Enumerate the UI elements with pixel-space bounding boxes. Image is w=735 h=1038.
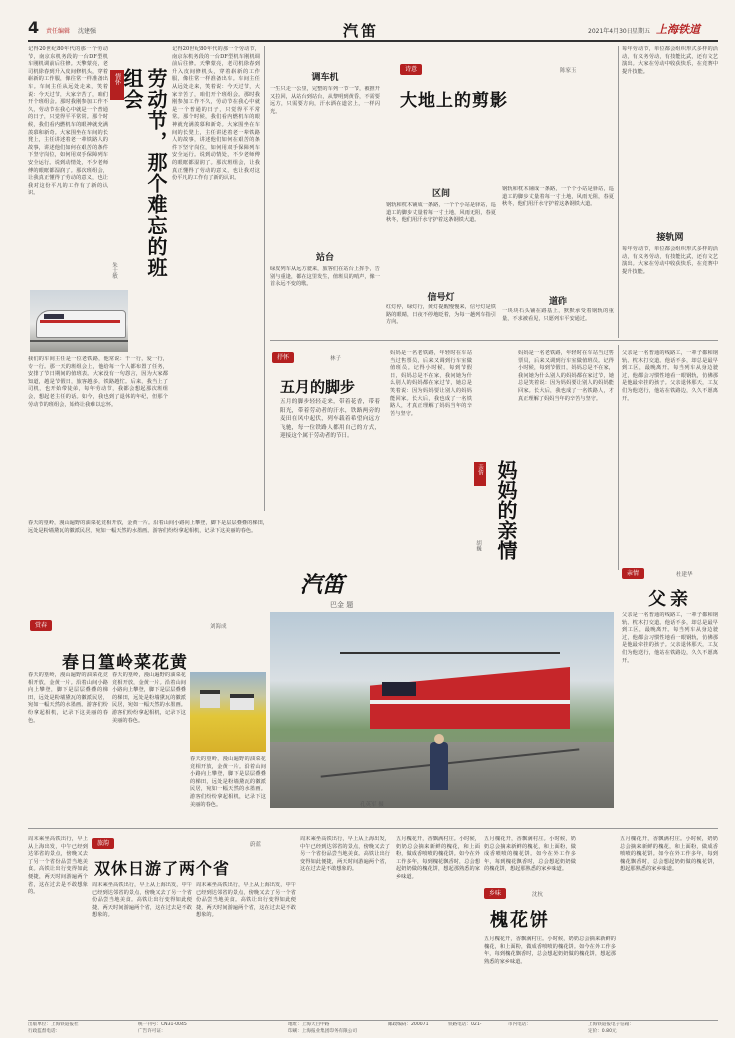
rapeseed-field-photo: [190, 672, 266, 752]
footer-serial: 统一刊号：CN31-0045: [138, 1022, 187, 1027]
section-title: 汽笛: [343, 22, 380, 40]
train-photo-title: [300, 568, 380, 599]
badge-label: 乡味: [488, 890, 501, 897]
travel-text-1: 周末乘坐高铁出行，早上从上海出发，中午已经到达邻省的景点，傍晚又去了另一个省份品尝当地美食。高铁让出行变得如此便捷，两天时间游遍两个省，这在过去是不敢想象的。: [92, 882, 192, 919]
father-author: 杜建华: [676, 572, 693, 578]
travel-title: 双休日游了两个省: [94, 859, 231, 878]
labor-author: 朱士敏: [111, 262, 117, 279]
footer-address: 地址：上海天目中路: [288, 1022, 330, 1027]
labor-article-text: 记得20世纪80年代的那一个劳动节，南京东机务段的一台DF型机车刚机调前后往修。天擎蒙亮，老司机徐春到升入皮间修机头，穿着崭新的工作服，像往常一样准备出车。车间主任从远处走来，笑着说：今天过节，大家辛苦了，咱们开个班组会。那时我刚参加工作不久，劳动节在我心中就是一个普通的日子，只觉得平平常常。那个时候，我们看内燃机车的眼神就充满羡慕和新奇。大家围坐在车间的长凳上，主任讲述着老一辈铁路人的故事，讲述他们如何在艰苦的条件下坚守岗位，如何用双手保障列车安全运行。说到动情处，不少老师傅的眼眶都湿润了。那次班组会，让我真正懂得了劳动的意义，也让我对这份平凡的工作有了新的认识。: [28, 46, 108, 197]
poem-heading-1: 调车机: [311, 73, 339, 83]
badge-qinqing-2: [622, 568, 644, 579]
poem-heading-3: 区间: [431, 189, 450, 199]
locust-author: 沈杭: [532, 892, 544, 898]
spring-title: 春日篁岭菜花黄: [62, 653, 188, 673]
train-photo-title-text: 汽笛: [300, 572, 345, 598]
page-number: 4: [28, 18, 40, 37]
mother-author: 胡巍: [475, 540, 481, 551]
locust-title: 槐花饼: [490, 910, 550, 931]
spring-text-upper: 春天的篁岭，漫山遍野的油菜花竞相开放，金黄一片。沿着山间小路向上攀登，脚下是层层叠叠的梯田，远处是粉墙黛瓦的徽派民居，宛如一幅天然的水墨画。游客们纷纷拿起相机，记录下这美丽的春色。: [28, 520, 268, 534]
badge-label: 旅韵: [96, 840, 109, 847]
spring-author: 刘海成: [210, 624, 227, 630]
labor-article-text-cont-2: 记得20世纪80年代的那一个劳动节，南京东机务段的一台DF型机车刚机调前后往修。天擎蒙亮，老司机徐春到升入皮间修机头，穿着崭新的工作服，像往常一样准备出车。车间主任从远处走来，笑着说：今天过节，大家辛苦了，咱们开个班组会。那时我刚参加工作不久，劳动节在我心中就是一个普通的日子，只觉得平平常常。那个时候，我们看内燃机车的眼神就充满羡慕和新奇。大家围坐在车间的长凳上，主任讲述着老一辈铁路人的故事，讲述他们如何在艰苦的条件下坚守岗位，如何用双手保障列车安全运行。说到动情处，不少老师傅的眼眶都湿润了。那次班组会，让我真正懂得了劳动的意义，也让我对这份平凡的工作有了新的认识。: [172, 46, 260, 182]
badge-label: 情怀: [113, 73, 121, 85]
may-steps-poem: 五月的脚步轻轻走来，带着花香，带着阳光，带着劳动者的汗水，铁路两旁的麦田在风中起伏，列车载着希望向远方飞驰，每一位铁路人都用自己的方式，迎接这个属于劳动者的节日。: [280, 399, 380, 440]
column-divider-1: [264, 46, 265, 511]
locust-text-bottom: 五月槐花开，香飘满村庄。小时候，奶奶总会摘来新鲜的槐花，和上面粉，做成香喷喷的槐花饼。如今在外工作多年，每到槐花飘香时，总会想起奶奶做的槐花饼，想起那熟悉的家乡味道。: [484, 936, 616, 965]
poem-heading-4: 信号灯: [427, 293, 455, 303]
poem-heading-5: 道砟: [548, 297, 567, 307]
travel-text-2: 周末乘坐高铁出行，早上从上海出发，中午已经到达邻省的景点，傍晚又去了另一个省份品尝当地美食。高铁让出行变得如此便捷，两天时间游遍两个省，这在过去是不敢想象的。: [196, 882, 296, 919]
spring-text-right: 春天的篁岭，漫山遍野的油菜花竞相开放，金黄一片。沿着山间小路向上攀登，脚下是层层叠叠的梯田，远处是粉墙黛瓦的徽派民居，宛如一幅天然的水墨画。游客们纷纷拿起相机，记录下这美丽的春色。: [190, 756, 266, 808]
father-story-text: 父亲是一名普通的线路工，一辈子都和钢轨、枕木打交道。他话不多，却总是最早到工区，最晚离开。每当列车从身边驶过，他都会习惯性地看一眼钢轨，仿佛那是他最牵挂的孩子。父亲退休那天，工友们为他送行，他站在铁路边，久久不愿离开。: [622, 612, 718, 664]
badge-shangchun: [30, 620, 52, 631]
editor-name: 沈建强: [78, 28, 97, 35]
train-photo-credit: 孔英军 摄: [360, 802, 384, 808]
poem-part-5: 一块块石头铺在路基上，默默承受着钢轨的重量，不求被看见，只愿列车平安通过。: [502, 308, 614, 322]
footer-supervision: 行政监督电话：: [28, 1029, 61, 1034]
poem-heading-2: 站台: [315, 253, 334, 263]
footer-city-phone: 市内电话：: [508, 1022, 531, 1027]
badge-label: 赏春: [34, 622, 47, 629]
mother-story-text-1: 妈妈是一名老铁路，年轻时在车站当过售票员，后来又调到行车室做值班员。记得小时候，每到节假日，妈妈总是不在家，我问她为什么别人的妈妈都在家过节，她总是笑着说：因为妈妈要让别人的妈妈能回家。长大后，我也成了一名铁路人，才真正理解了妈妈当年的辛苦与坚守。: [390, 350, 472, 417]
poem-part-3: 钢轨和枕木铺成一条路，一个个小站是驿站，巡道工的脚步丈量着每一寸土地，风雨无阻，春夏秋冬，他们用汗水守护着这条钢铁大道。: [386, 202, 496, 224]
spring-text-left: 春天的篁岭，漫山遍野的油菜花竞相开放，金黄一片。沿着山间小路向上攀登，脚下是层层叠叠的梯田，远处是粉墙黛瓦的徽派民居，宛如一幅天然的水墨画。游客们纷纷拿起相机，记录下这美丽的春色。: [28, 672, 108, 724]
poem-section: [270, 46, 616, 338]
column-divider-2: [618, 46, 619, 338]
may-steps-author: 林子: [330, 356, 342, 362]
may-steps-title: 五月的脚步: [280, 378, 356, 396]
issue-date: 2021年4月30日: [588, 28, 633, 35]
travel-text-3: 周末乘坐高铁出行，早上从上海出发，中午已经到达邻省的景点，傍晚又去了另一个省份品尝当地美食。高铁让出行变得如此便捷，两天时间游遍两个省，这在过去是不敢想象的。: [300, 836, 390, 873]
footer-rail-phone: 铁路电话：021-: [448, 1022, 482, 1027]
poem-part-1: 一生只走一公里，完整的车列一节一节，被推开又拉回，从站台到站台，从黎明到黄昏，不需要远方，只需要方向，汗水洒在道岔上，一样闪光。: [270, 86, 380, 115]
footer-rule: [28, 1020, 718, 1021]
page-header: [28, 18, 718, 40]
locust-text-mid: 五月槐花开，香飘满村庄。小时候，奶奶总会摘来新鲜的槐花，和上面粉，做成香喷喷的槐花饼。如今在外工作多年，每到槐花飘香时，总会想起奶奶做的槐花饼，想起那熟悉的家乡味道。: [484, 836, 576, 873]
mother-story-text-2: 妈妈是一名老铁路，年轻时在车站当过售票员，后来又调到行车室做值班员。记得小时候，每到节假日，妈妈总是不在家，我问她为什么别人的妈妈都在家过节，她总是笑着说：因为妈妈要让别人的妈妈能回家。长大后，我也成了一名铁路人，才真正理解了妈妈当年的辛苦与坚守。: [518, 350, 614, 402]
father-title: 父亲: [648, 589, 692, 610]
relay-text: 每年劳动节，单位都会组织形式多样的活动，有义务劳动，有技能比武，还有文艺演出。大家在劳动中收获快乐，在竞赛中提升技能。: [622, 246, 718, 275]
editor-label: 责任编辑: [46, 28, 71, 35]
spring-text-mid: 春天的篁岭，漫山遍野的油菜花竞相开放，金黄一片。沿着山间小路向上攀登，脚下是层层叠叠的梯田，远处是粉墙黛瓦的徽派民居，宛如一幅天然的水墨画。游客们纷纷拿起相机，记录下这美丽的春色。: [112, 672, 186, 724]
column-divider-3: [618, 345, 619, 570]
father-story-text-top: 父亲是一名普通的线路工，一辈子都和钢轨、枕木打交道。他话不多，却总是最早到工区，最晚离开。每当列车从身边驶过，他都会习惯性地看一眼钢轨，仿佛那是他最牵挂的孩子。父亲退休那天，工友们为他送行，他站在铁路边，久久不愿离开。: [622, 350, 718, 402]
poem-part-2: 绿皮列车从远方驶来，旅客们在站台上挥手，告别与重逢，都在这里发生，值班员的哨声，像一首永远不变的歌。: [270, 266, 380, 288]
mid-rule: [270, 340, 718, 341]
labor-title-text: 劳动节，那个难忘的班组会: [120, 68, 168, 278]
footer-price: 定价：0.80元: [588, 1029, 617, 1034]
badge-label: 亲情: [477, 464, 483, 475]
dmu-train-photo: [30, 290, 128, 352]
badge-label: 诗意: [404, 66, 417, 73]
footer-publisher: 出版单位：上海铁道报社: [28, 1022, 79, 1027]
badge-lvyun: [92, 838, 114, 849]
poem-part-3-cont: 钢轨和枕木铺成一条路，一个个小站是驿站，巡道工的脚步丈量着每一寸土地，风雨无阻，春夏秋冬，他们用汗水守护着这条钢铁大道。: [502, 186, 614, 208]
badge-shuhuai: [272, 352, 294, 363]
labor-article-text-cont: 我们的车间主任是一位老铁路，他常说：干一行，爱一行，专一行。那一天的班组会上，他给每一个人都布置了任务，安排了节日期间的值班表。大家没有一句怨言，因为大家都知道，越是节假日，旅客越多，铁路越忙。后来，我当上了司机，也开始带徒弟，每年劳动节，我都会想起那次班组会，想起老主任的话。如今，我也到了退休的年纪，但那个劳动节的班组会，始终让我难以忘怀。: [28, 356, 168, 408]
footer: [28, 1022, 718, 1036]
paper-name-logo: 上海铁道: [656, 23, 700, 36]
poem-part-4: 红灯停，绿灯行，黄灯提醒慢慢来，信号灯是铁路的眼睛，日夜不停地眨着，为每一趟列车指引方向。: [386, 304, 496, 326]
relay-text-top: 每年劳动节，单位都会组织形式多样的活动，有义务劳动，有技能比武，还有文艺演出。大家在劳动中收获快乐，在竞赛中提升技能。: [622, 46, 718, 75]
electric-train-photo: [270, 612, 614, 808]
poem-title: 大地上的剪影: [400, 91, 508, 111]
poem-author: 陈家玉: [560, 68, 577, 74]
badge-label: 抒怀: [276, 354, 289, 361]
issue-weekday: 星期五: [632, 28, 651, 35]
footer-ad-license: 广告许可证：: [138, 1029, 166, 1034]
badge-xiangwei: [484, 888, 506, 899]
footer-email: 上海铁道报电子信箱：: [588, 1022, 634, 1027]
badge-shiyi: [400, 64, 422, 75]
badge-qinqing-1: [474, 462, 486, 486]
mother-title-text: 妈妈的亲情: [494, 460, 518, 560]
badge-label: 亲情: [626, 570, 639, 577]
footer-printer: 印刷：上海报业集团印务有限公司: [288, 1029, 357, 1034]
train-photo-calligraphy-author: 巴金 题: [330, 601, 354, 609]
labor-article-title: [120, 68, 168, 298]
locust-text-left: 五月槐花开，香飘满村庄。小时候，奶奶总会摘来新鲜的槐花，和上面粉，做成香喷喷的槐花饼。如今在外工作多年，每到槐花飘香时，总会想起奶奶做的槐花饼，想起那熟悉的家乡味道。: [396, 836, 480, 880]
locust-text-right: 五月槐花开，香飘满村庄。小时候，奶奶总会摘来新鲜的槐花，和上面粉，做成香喷喷的槐花饼。如今在外工作多年，每到槐花飘香时，总会想起奶奶做的槐花饼，想起那熟悉的家乡味道。: [620, 836, 718, 873]
mother-story-title: [487, 460, 517, 580]
footer-postcode: 邮政编码：200071: [388, 1022, 429, 1027]
travel-text-left: 周末乘坐高铁出行，早上从上海出发，中午已经到达邻省的景点，傍晚又去了另一个省份品尝当地美食。高铁让出行变得如此便捷，两天时间游遍两个省，这在过去是不敢想象的。: [28, 836, 88, 896]
bottom-rule: [28, 828, 718, 829]
travel-author: 蔚蓝: [250, 842, 262, 848]
header-rule: [28, 40, 718, 42]
relay-title: 接轨网: [656, 233, 684, 243]
